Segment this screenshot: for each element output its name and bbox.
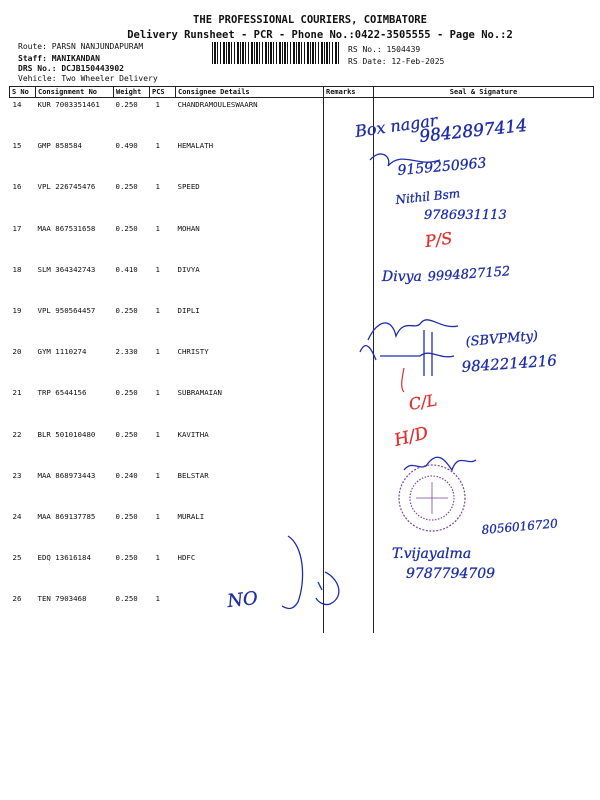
row-remarks [324,304,374,345]
hw-row25-name: T.vijayalma [392,546,472,562]
row-sno: 18 [12,264,22,274]
hw-row25-phone: 9787794709 [406,566,496,582]
vehicle-text: Vehicle: Two Wheeler Delivery [18,74,158,83]
hw-row14-box: Box nagar [353,110,439,141]
col-weight: Weight [114,87,150,98]
row-consignment: BLR 501010480 [37,429,96,439]
row-consignment: TEN 7903468 [37,594,87,604]
row-signature [374,345,594,386]
row-consignee: SUBRAMAIAN [177,388,222,398]
row-weight: 0.240 [115,470,138,480]
row-consignee: HDFC [177,553,196,563]
row-consignee: HEMALATH [177,141,214,151]
row-consignee: BELSTAR [177,470,209,480]
hw-row26-no: NO [226,587,259,612]
row-remarks [324,428,374,469]
row-weight: 0.250 [115,388,138,398]
row-pcs: 1 [155,182,160,192]
row-consignment: KUR 7003351461 [37,100,100,109]
row-sno: 22 [12,429,22,439]
table-row [10,386,594,427]
row-signature [374,263,594,304]
hw-row19-note: (SBVPMty) [465,328,539,350]
row-pcs: 1 [155,388,160,398]
row-consignee: MURALI [177,511,205,521]
row-pcs: 1 [155,429,160,439]
row-weight: 0.250 [115,594,138,604]
drs-value: DCJB150443902 [61,64,124,73]
staff-label: Staff: [18,54,47,63]
row-pcs: 1 [155,594,160,604]
row-consignment: SLM 364342743 [37,264,96,274]
hw-row20-phone: 9842214216 [461,351,558,376]
row-weight: 0.250 [115,182,138,192]
row-sno: 25 [12,553,22,563]
row-signature [374,386,594,427]
row-sno: 20 [12,347,22,357]
table-row [10,180,594,221]
row-consignee: KAVITHA [177,429,209,439]
row-signature [374,510,594,551]
staff-value: MANIKANDAN [51,54,100,63]
row-sno: 19 [12,305,22,315]
row-weight: 2.330 [115,347,138,357]
col-consignment: Consignment No [36,87,114,98]
row-consignment: MAA 869137785 [37,511,96,521]
row-remarks [324,469,374,510]
drs-line [18,64,124,73]
table-row [10,345,594,386]
table-row [10,98,594,140]
row-pcs: 1 [155,347,160,357]
row-remarks [324,139,374,180]
hw-row24-phone: 8056016720 [481,516,559,537]
row-sno: 21 [12,388,22,398]
row-pcs: 1 [155,100,160,109]
hw-row21-cl: C/L [407,390,439,414]
row-remarks [324,345,374,386]
rs-date: RS Date: 12-Feb-2025 [348,57,445,66]
col-pcs: PCS [150,87,176,98]
row-signature [374,304,594,345]
row-signature [374,592,594,633]
row-sno: 16 [12,182,22,192]
company-title: THE PROFESSIONAL COURIERS, COIMBATORE [193,14,427,26]
row-consignee: DIVYA [177,264,200,274]
row-pcs: 1 [155,470,160,480]
row-remarks [324,263,374,304]
row-remarks [324,510,374,551]
row-signature [374,139,594,180]
row-remarks [324,222,374,263]
runsheet-title: Delivery Runsheet - PCR - Phone No.:0422-3505555 - Page No.:2 [127,29,513,41]
row-weight: 0.250 [115,553,138,563]
row-sno: 17 [12,223,22,233]
row-consignee: MOHAN [177,223,200,233]
row-consignment: MAA 868973443 [37,470,96,480]
row-consignee: CHANDRAMOULESWAARN [177,100,258,109]
col-sno: S No [10,87,36,98]
runsheet-table [9,86,594,633]
row-sno: 14 [12,100,22,109]
row-remarks [324,180,374,221]
table-header-row [10,87,594,98]
row-sno: 24 [12,511,22,521]
row-remarks [324,98,374,140]
table-row [10,510,594,551]
row-sno: 26 [12,594,22,604]
hw-row22-hd: H/D [392,423,431,451]
row-weight: 0.250 [115,100,138,109]
route-text: Route: PARSN NANJUNDAPURAM [18,42,144,51]
table-row [10,428,594,469]
row-consignment: GMP 858584 [37,141,82,151]
row-weight: 0.250 [115,429,138,439]
col-signature: Seal & Signature [374,87,594,98]
row-pcs: 1 [155,553,160,563]
hw-row16-phone: 9786931113 [424,208,507,223]
row-consignment: MAA 867531658 [37,223,96,233]
row-signature [374,222,594,263]
row-weight: 0.250 [115,305,138,315]
row-remarks [324,386,374,427]
row-signature [374,98,594,140]
table-row [10,304,594,345]
barcode-image [212,42,340,64]
row-consignee: CHRISTY [177,347,209,357]
row-consignee [176,592,324,633]
table-row [10,551,594,592]
row-sno: 15 [12,141,22,151]
row-consignment: VPL 226745476 [37,182,96,192]
row-consignment: VPL 950564457 [37,305,96,315]
hw-row14-phone: 9842897414 [418,115,529,147]
row-signature [374,428,594,469]
row-consignee: SPEED [177,182,200,192]
row-pcs: 1 [155,511,160,521]
row-signature [374,551,594,592]
row-consignment: TRP 6544156 [37,388,87,398]
row-weight: 0.490 [115,141,138,151]
hw-row17-ps: P/S [423,228,454,251]
table-row [10,139,594,180]
row-signature [374,469,594,510]
rs-no: RS No.: 1504439 [348,45,421,54]
row-weight: 0.250 [115,223,138,233]
row-consignment: GYM 1110274 [37,347,87,357]
row-pcs: 1 [155,264,160,274]
hw-row15-phone: 9159250963 [396,155,488,179]
drs-label: DRS No.: [18,64,57,73]
col-consignee: Consignee Details [176,87,324,98]
table-row [10,263,594,304]
row-remarks [324,551,374,592]
row-consignment: EDQ 13616184 [37,553,91,563]
row-sno: 23 [12,470,22,480]
table-body [10,98,594,634]
row-pcs: 1 [155,305,160,315]
table-row [10,469,594,510]
hw-row16-name: Nithil Bsm [394,186,461,207]
table-row [10,592,594,633]
row-consignee: DIPLI [177,305,200,315]
row-signature [374,180,594,221]
staff-line [18,54,100,63]
row-weight: 0.410 [115,264,138,274]
row-weight: 0.250 [115,511,138,521]
row-pcs: 1 [155,141,160,151]
row-remarks [324,592,374,633]
table-row [10,222,594,263]
hw-row18-name: Divya [382,269,422,285]
col-remarks: Remarks [324,87,374,98]
hw-row18-phone: 9994827152 [427,264,511,285]
row-pcs: 1 [155,223,160,233]
